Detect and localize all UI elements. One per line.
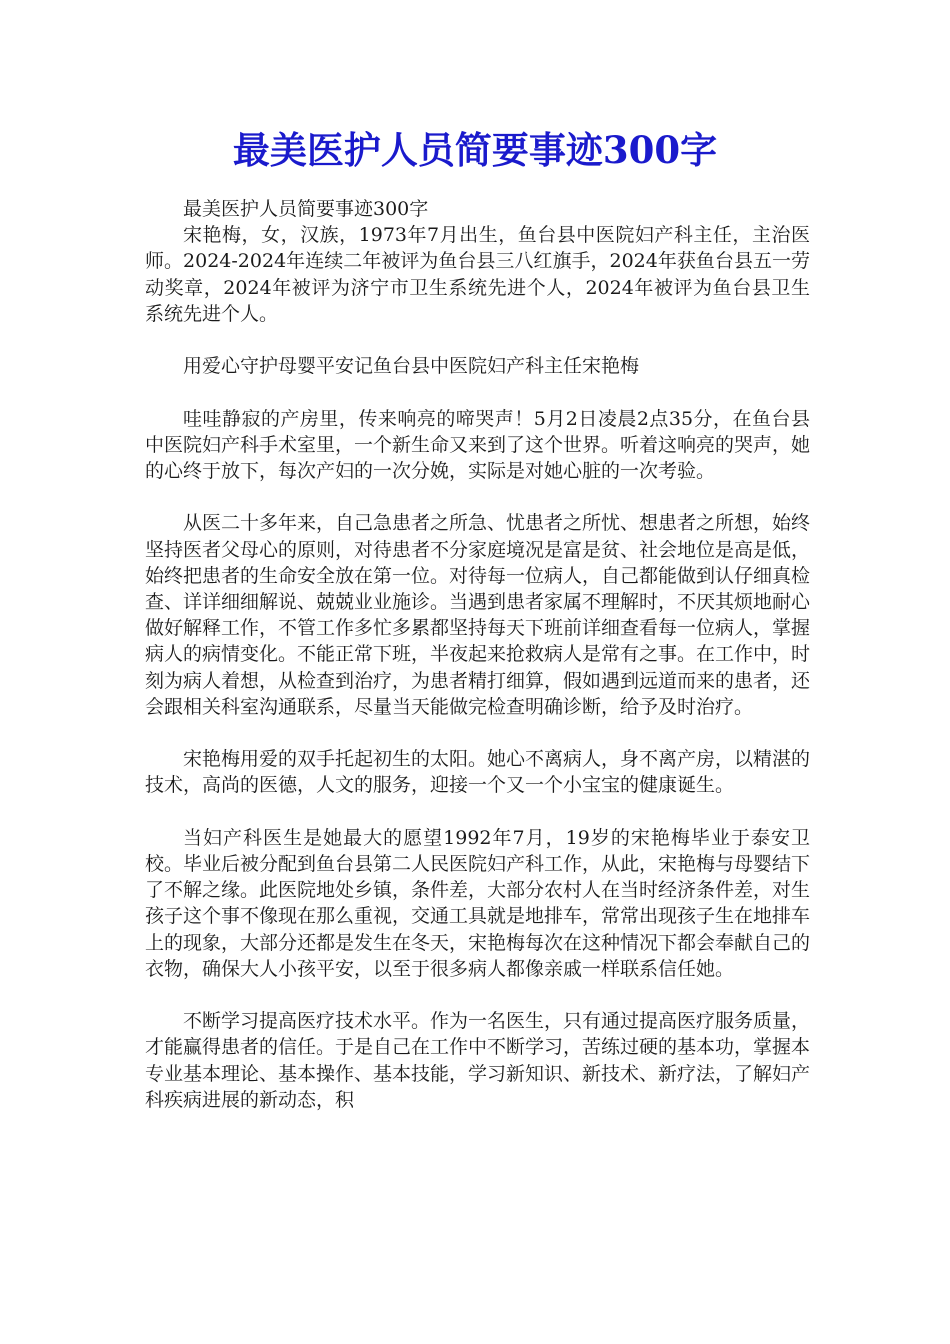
document-title: 最美医护人员简要事迹300字 [232, 128, 718, 172]
paragraph-study: 不断学习提高医疗技术水平。作为一名医生，只有通过提高医疗服务质量，才能赢得患者的信任。于是自己在工作中不断学习，苦练过硬的基本功，掌握本专业基本理论、基本操作、基本技能，学习新知识、新技术、新疗法，了解妇产科疾病进展的新动态，积 [145, 1010, 811, 1111]
paragraph-intro: 宋艳梅，女，汉族，1973年7月出生，鱼台县中医院妇产科主任，主治医师。2024-2024年连续二年被评为鱼台县三八红旗手，2024年获鱼台县五一劳动奖章，2024年被评为济宁市卫生系统先进个人，2024年被评为鱼台县卫生系统先进个人。 [145, 224, 810, 325]
document-body [145, 196, 810, 1113]
paragraph-heading: 用爱心守护母婴平安记鱼台县中医院妇产科主任宋艳梅 [183, 355, 640, 378]
paragraph-career: 从医二十多年来，自己急患者之所急、忧患者之所忧、想患者之所想，始终坚持医者父母心的原则，对待患者不分家庭境况是富是贫、社会地位是高是低，始终把患者的生命安全放在第一位。对待每一位病人，自己都能做到认仔细真检查、详详细细解说、兢兢业业施诊。当遇到患者家属不理解时，不厌其烦地耐心做好解释工作，不管工作多忙多累都坚持每天下班前详细查看每一位病人，掌握病人的病情变化。不能正常下班，半夜起来抢救病人是常有之事。在工作中，时刻为病人着想，从检查到治疗，为患者精打细算，假如遇到远道而来的患者，还会跟相关科室沟通联系，尽量当天能做完检查明确诊断，给予及时治疗。 [145, 512, 811, 718]
paragraph-birth: 哇哇静寂的产房里，传来响亮的啼哭声！5月2日凌晨2点35分，在鱼台县中医院妇产科手术室里，一个新生命又来到了这个世界。听着这响亮的哭声，她的心终于放下，每次产妇的一次分娩，实际是对她心脏的一次考验。 [145, 407, 811, 482]
paragraph-subtitle: 最美医护人员简要事迹300字 [183, 198, 429, 220]
paragraph-wish: 当妇产科医生是她最大的愿望1992年7月，19岁的宋艳梅毕业于泰安卫校。毕业后被分配到鱼台县第二人民医院妇产科工作，从此，宋艳梅与母婴结下了不解之缘。此医院地处乡镇，条件差，大部分农村人在当时经济条件差，对生孩子这个事不像现在那么重视，交通工具就是地排车，常常出现孩子生在地排车上的现象，大部分还都是发生在冬天，宋艳梅每次在这种情况下都会奉献自己的衣物，确保大人小孩平安，以至于很多病人都像亲戚一样联系信任她。 [145, 826, 811, 980]
paragraph-hands: 宋艳梅用爱的双手托起初生的太阳。她心不离病人，身不离产房，以精湛的技术，高尚的医德，人文的服务，迎接一个又一个小宝宝的健康诞生。 [145, 748, 811, 797]
